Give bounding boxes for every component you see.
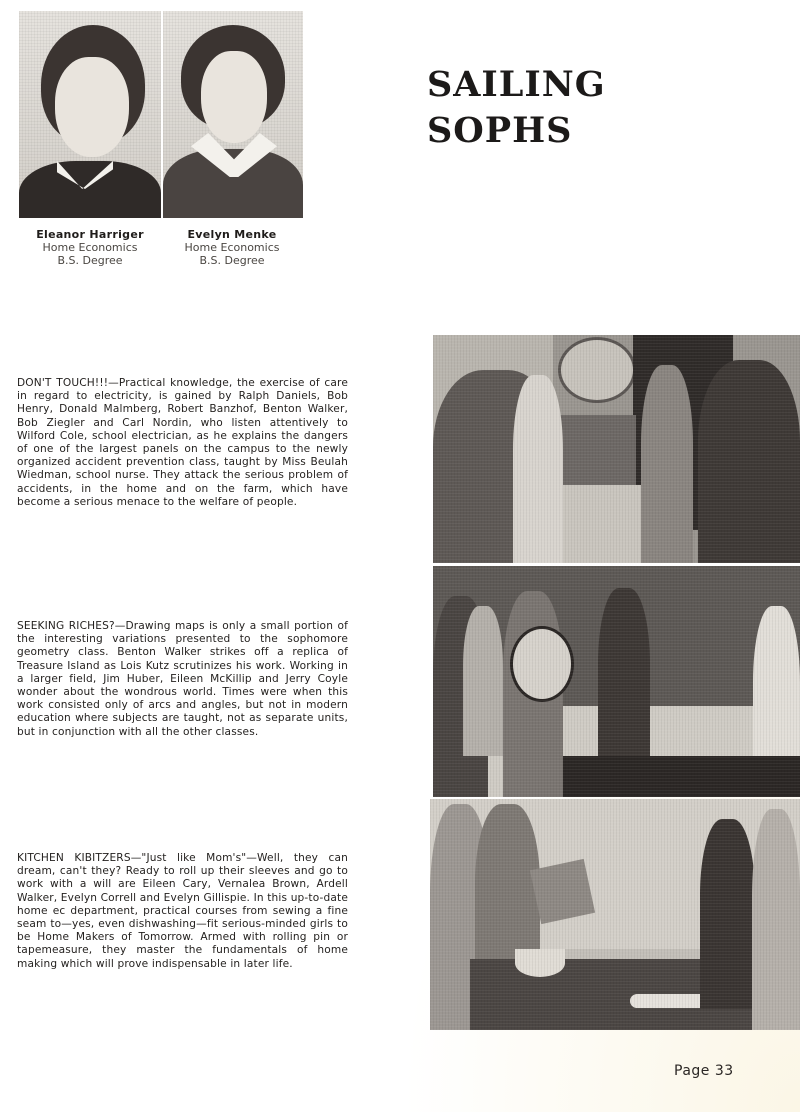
photo-electrical-panel-class xyxy=(433,335,800,563)
photo-geometry-class-globe xyxy=(433,566,800,797)
story-kitchen-kibitzers: KITCHEN KIBITZERS—"Just like Mom's"—Well, they can dream, can't they? Ready to roll up their sleeves and go to work with a will are Eileen Cary, Vernalea Brown, Ardell Walker, Evelyn Correll and Evelyn Gillispie. In this up-to-date home ec department, practical courses from sewing a fine seam to—yes, even dishwashing—fit serious-minded girls to be Home Makers of Tomorrow. Armed with rolling pin or tapemeasure, they master the fundamentals of home making which will prove indispensable in later life. xyxy=(17,852,348,970)
halftone-texture xyxy=(430,799,800,1030)
story-dont-touch: DON'T TOUCH!!!—Practical knowledge, the exercise of care in regard to electricity, is gained by Ralph Daniels, Bob Henry, Donald Malmberg, Robert Banzhof, Benton Walker, Bob Ziegler and Carl Nordin, who listen attentively to Wilford Cole, school electrician, as he explains the dangers of one of the largest panels on the campus to the newly organized accident prevention class, taught by Miss Beulah Wiedman, school nurse. They attack the serious problem of accidents, in the home and on the farm, which have become a serious menace to the welfare of people. xyxy=(17,377,348,508)
portrait-caption-2 xyxy=(157,228,307,267)
face-shape xyxy=(201,51,267,143)
title-line-2: SOPHS xyxy=(427,110,573,151)
title-line-1: SAILING xyxy=(427,64,606,105)
portrait-department: Home Economics xyxy=(42,241,138,254)
halftone-texture xyxy=(433,335,800,563)
portrait-name: Eleanor Harriger xyxy=(36,228,144,241)
portrait-caption-1 xyxy=(15,228,165,267)
page-number: Page 33 xyxy=(674,1063,734,1079)
halftone-texture xyxy=(433,566,800,797)
story-seeking-riches: SEEKING RICHES?—Drawing maps is only a small portion of the interesting variations presented to the sophomore geometry class. Benton Walker strikes off a replica of Treasure Island as Lois Kutz scrutinizes his work. Working in a larger field, Jim Huber, Eileen McKillip and Jerry Coyle wonder about the wondrous world. Times were when this work consisted only of arcs and angles, but not in modern education where subjects are taught, not as separate units, but in conjunction with all the other classes. xyxy=(17,620,348,738)
page-title xyxy=(427,62,606,154)
portrait-degree: B.S. Degree xyxy=(199,254,265,267)
portrait-degree: B.S. Degree xyxy=(57,254,123,267)
portrait-photo-evelyn-menke xyxy=(163,11,303,218)
sweater-shape xyxy=(19,161,161,218)
portrait-department: Home Economics xyxy=(184,241,280,254)
portrait-name: Evelyn Menke xyxy=(187,228,277,241)
face-shape xyxy=(55,57,129,157)
portrait-photo-eleanor-harriger xyxy=(19,11,161,218)
photo-home-ec-kitchen xyxy=(430,799,800,1030)
